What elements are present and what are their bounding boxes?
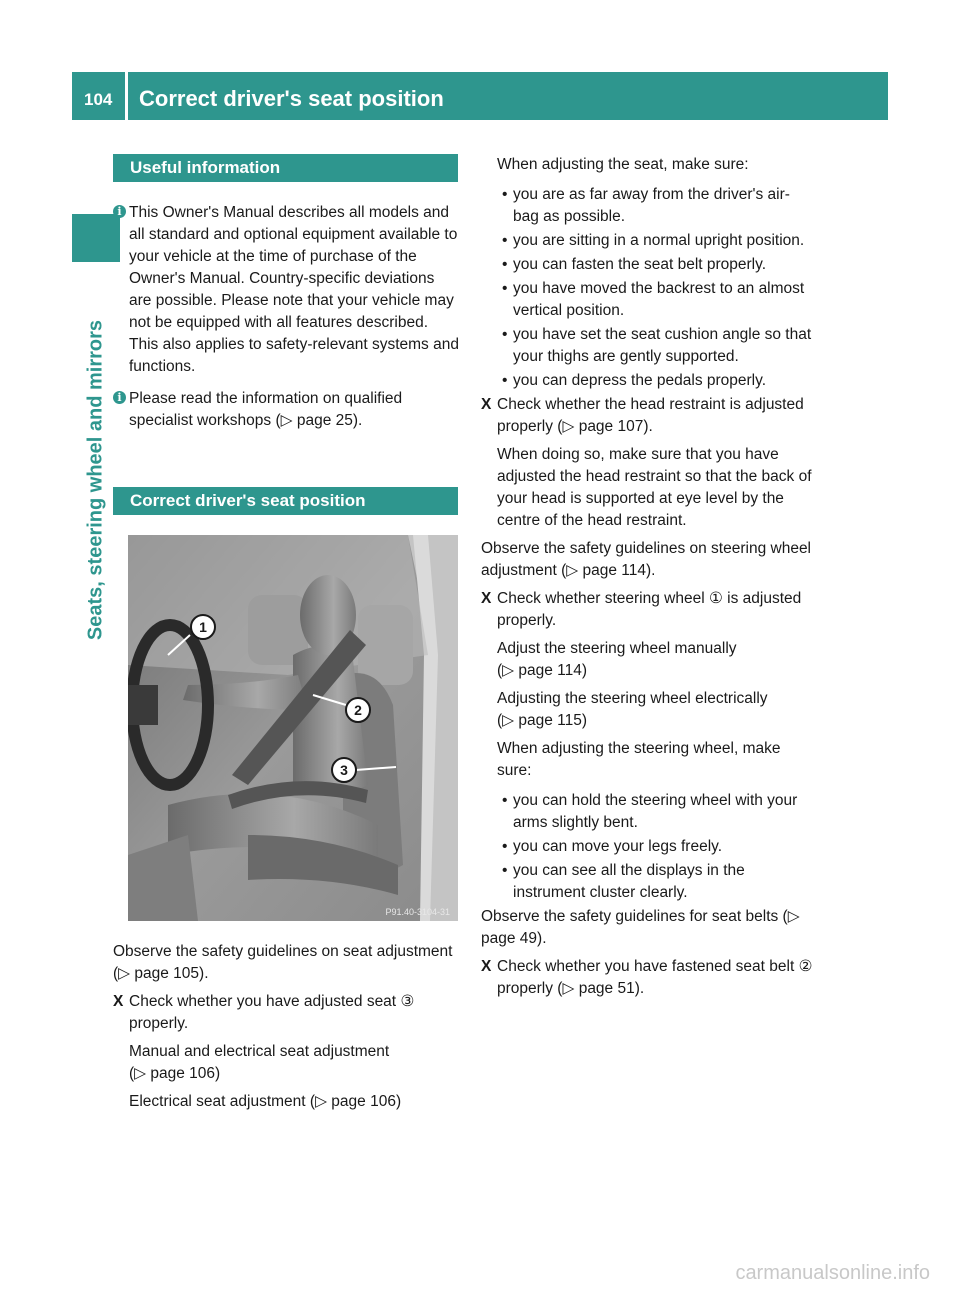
when-adjusting-wheel: When adjusting the steering wheel, make sure: [497,740,781,779]
action-head-restraint [481,394,813,438]
list-item: • you have set the seat cushion angle so that your thighs are gently supported. [497,324,813,368]
page-title: Correct driver's seat position [139,86,444,111]
action-check-seat [113,991,461,1035]
observe-seat-guidelines: Observe the safety guidelines on seat adjustment (▷ page 105). [113,943,453,982]
action-marker: X [481,958,492,975]
right-column [481,154,813,1006]
list-item: • you have moved the backrest to an almost vertical position. [497,278,813,322]
seat-bullets [481,184,813,392]
check-wheel-post: is adjusted properly. [497,590,802,629]
list-item: • you can see all the displays in the instrument cluster clearly. [497,860,813,904]
when-adjusting-seat: When adjusting the seat, make sure: [497,156,749,173]
seat-callout-ref: ③ [400,993,415,1010]
header-divider [125,72,128,120]
callout-2-label: 2 [354,702,362,718]
seat-adjust-text [113,941,461,1119]
callout-1 [191,615,215,639]
action-marker: X [481,590,492,607]
callout-3 [332,758,356,782]
useful-information-body [113,202,461,434]
adjust-electric-page: (▷ page 115) [497,712,588,729]
adjust-manual-text: Adjust the steering wheel manually [497,640,737,657]
info-note [113,202,461,378]
belt-callout-ref: ② [798,958,813,975]
electric-seat-ref: Electrical seat adjustment (▷ page 106) [129,1093,402,1110]
info-text-1: This Owner's Manual describes all models and all standard and optional equipment available to your vehicle at the time of purchase of the Owner's Manual. Country-specific deviations are possible. Please note that your vehicle may not be equipped with all features described. This also applies to safety-relevant systems and functions. [129,204,459,375]
figure-code: P91.40-3104-31 [385,907,450,917]
info-icon: i [113,391,126,404]
check-wheel-pre: Check whether steering wheel [497,590,705,607]
action-marker: X [113,993,124,1010]
list-item: • you can move your legs freely. [497,836,813,858]
manual-electric-page: (▷ page 106) [129,1065,221,1082]
chapter-label: Seats, steering wheel and mirrors [84,319,107,641]
adjust-manual-ref [481,638,813,682]
adjust-manual-page: (▷ page 114) [497,662,588,679]
info-icon: i [113,205,126,218]
page-number: 104 [84,90,113,109]
callout-3-label: 3 [340,762,348,778]
list-item: • you can hold the steering wheel with your arms slightly bent. [497,790,813,834]
wheel-callout-ref: ① [708,590,723,607]
list-item: • you are sitting in a normal upright position. [497,230,813,252]
adjust-electric-text: Adjusting the steering wheel electrically [497,690,768,707]
observe-belt-guidelines: Observe the safety guidelines for seat belts (▷ page 49). [481,908,800,947]
adjust-electric-ref [481,688,813,732]
observe-steering-guidelines: Observe the safety guidelines on steering wheel adjustment (▷ page 114). [481,540,812,579]
check-belt-post: properly (▷ page 51). [497,980,645,997]
check-belt-pre: Check whether you have fastened seat belt [497,958,795,975]
useful-information-heading: Useful information [113,154,458,182]
manual-electric-ref [113,1041,461,1085]
seat-position-heading: Correct driver's seat position [113,487,458,515]
action-marker: X [481,396,492,413]
action-check-belt [481,956,813,1000]
wheel-bullets [481,790,813,904]
manual-electric-text: Manual and electrical seat adjustment [129,1043,390,1060]
driver-seat-illustration [128,535,458,921]
list-item: • you are as far away from the driver's air-bag as possible. [497,184,813,228]
callout-1-label: 1 [199,619,207,635]
check-seat-post: properly. [129,1015,189,1032]
check-seat-pre: Check whether you have adjusted seat [129,993,397,1010]
list-item: • you can fasten the seat belt properly. [497,254,813,276]
driver-seat-figure [128,535,458,921]
watermark: carmanualsonline.info [735,1262,930,1284]
list-item: • you can depress the pedals properly. [497,370,813,392]
info-text-2: Please read the information on qualified specialist workshops (▷ page 25). [129,390,403,429]
head-restraint-note: When doing so, make sure that you have adjusted the head restraint so that the back of your head is supported at eye level by the centre of the head restraint. [497,446,812,529]
head-restraint-text: Check whether the head restraint is adjusted properly (▷ page 107). [497,396,804,435]
info-note [113,388,461,432]
action-check-wheel [481,588,813,632]
callout-2 [346,698,370,722]
